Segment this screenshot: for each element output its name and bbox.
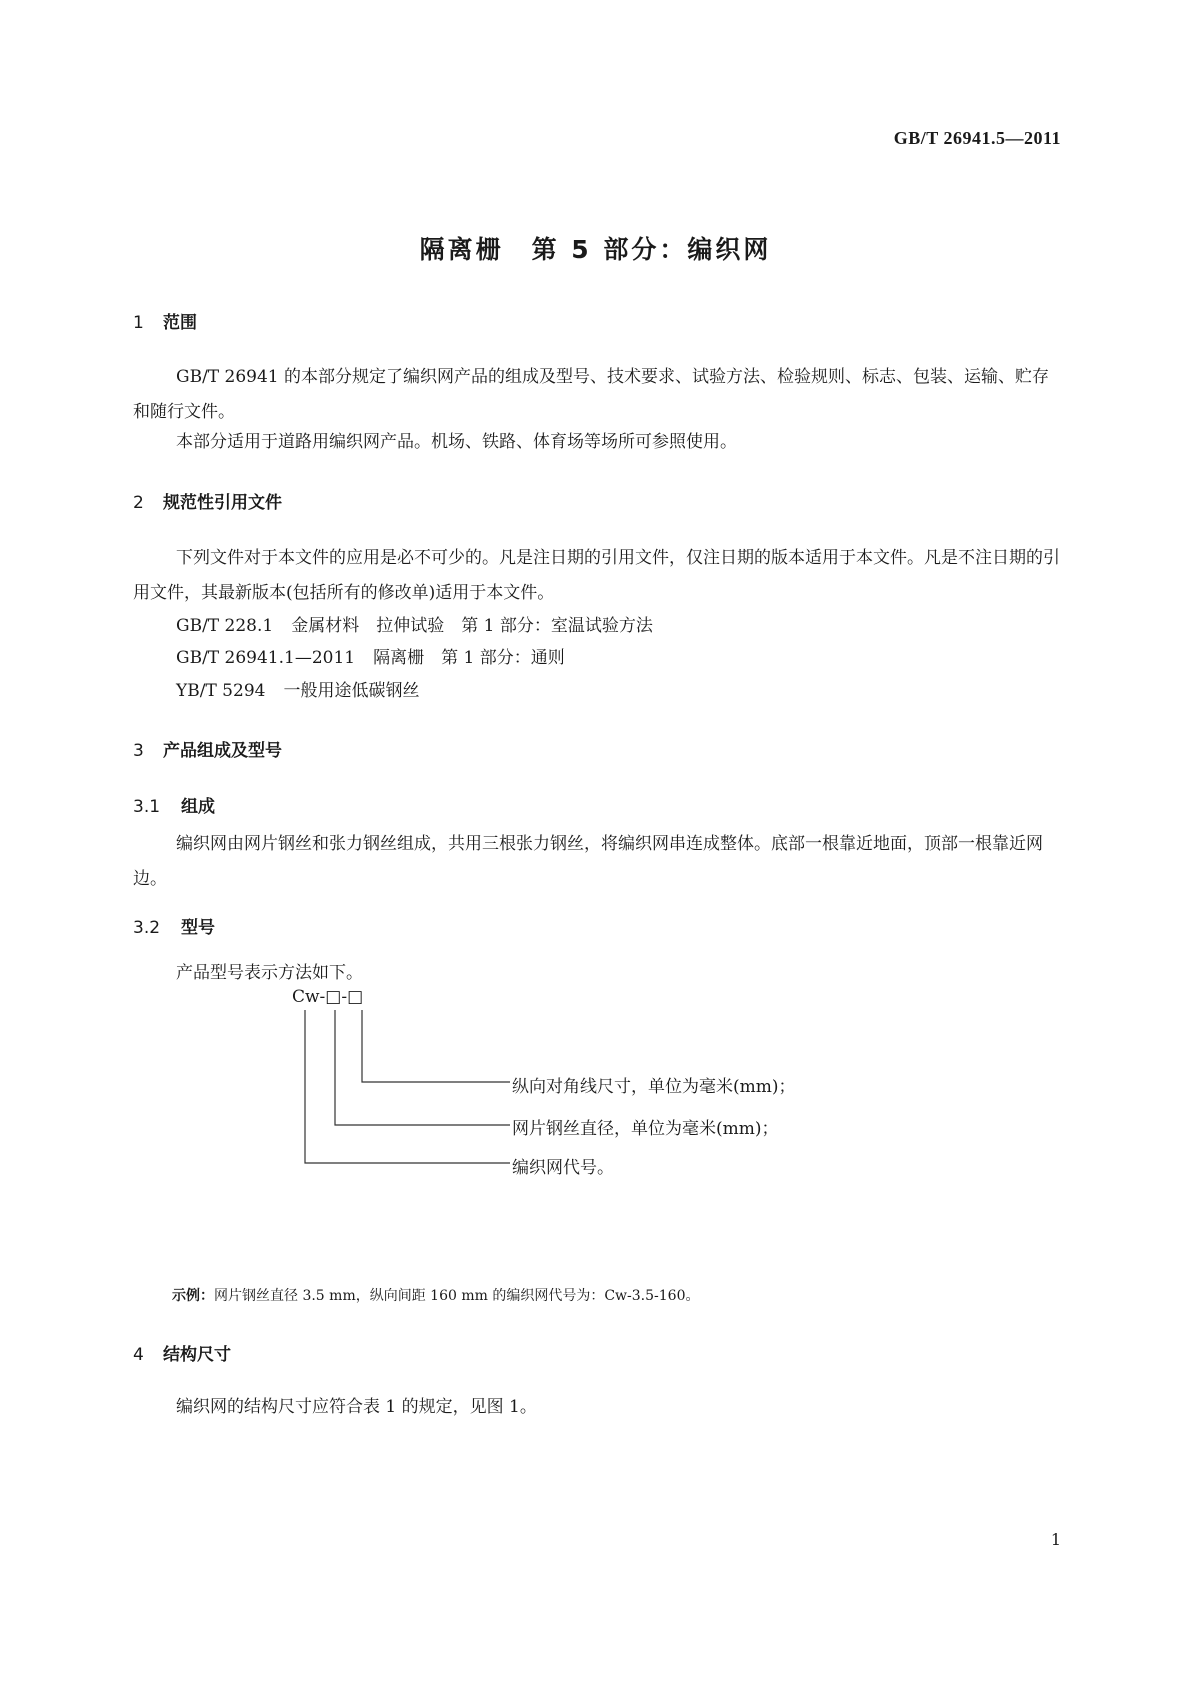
section-1-para-2: 本部分适用于道路用编织网产品。机场、铁路、体育场等场所可参照使用。 (176, 432, 737, 452)
example-text: 网片钢丝直径 3.5 mm，纵向间距 160 mm 的编织网代号为：Cw-3.5-160。 (214, 1288, 700, 1304)
reference-code: GB/T 26941.1—2011 (176, 648, 356, 668)
section-3-2-intro: 产品型号表示方法如下。 (176, 963, 363, 983)
section-4-para: 编织网的结构尺寸应符合表 1 的规定，见图 1。 (176, 1397, 537, 1417)
section-1-title: 范围 (163, 313, 197, 333)
section-3-2-title: 型号 (181, 918, 215, 938)
section-3-1-number: 3.1 (133, 797, 161, 817)
section-1-para-1: GB/T 26941 的本部分规定了编织网产品的组成及型号、技术要求、试验方法、检验规则、标志、包装、运输、贮存和随行文件。 (133, 367, 1050, 422)
reference-code: GB/T 228.1 (176, 616, 274, 636)
reference-title: 金属材料 拉伸试验 第 1 部分：室温试验方法 (291, 616, 653, 636)
section-4-title: 结构尺寸 (163, 1345, 231, 1365)
section-4-number: 4 (133, 1345, 144, 1365)
page-number: 1 (1050, 1530, 1061, 1549)
section-3-1-para: 编织网由网片钢丝和张力钢丝组成，共用三根张力钢丝，将编织网串连成整体。底部一根靠近地面，顶部一根靠近网边。 (133, 834, 1043, 889)
diagram-label-wire-diameter: 网片钢丝直径，单位为毫米(mm)； (512, 1119, 779, 1139)
section-1-number: 1 (133, 313, 144, 333)
section-2-title: 规范性引用文件 (163, 493, 282, 513)
section-3-1-title: 组成 (181, 797, 215, 817)
section-4-heading (133, 1340, 231, 1365)
reference-title: 一般用途低碳钢丝 (283, 681, 420, 701)
example-note (172, 1285, 699, 1305)
model-code: Cw-□-□ (292, 987, 364, 1007)
section-3-title: 产品组成及型号 (163, 741, 282, 761)
reference-code: YB/T 5294 (176, 681, 266, 701)
example-label: 示例： (172, 1288, 214, 1304)
diagram-label-diagonal: 纵向对角线尺寸，单位为毫米(mm)； (512, 1077, 796, 1097)
section-2-number: 2 (133, 493, 144, 513)
diagram-label-product-code: 编织网代号。 (512, 1158, 614, 1178)
section-3-2-number: 3.2 (133, 918, 161, 938)
page-title: 隔离栅 第 5 部分：编织网 (419, 235, 772, 264)
standard-number: GB/T 26941.5—2011 (893, 128, 1061, 148)
section-3-number: 3 (133, 741, 144, 761)
reference-title: 隔离栅 第 1 部分：通则 (373, 648, 565, 668)
section-2-para-1: 下列文件对于本文件的应用是必不可少的。凡是注日期的引用文件，仅注日期的版本适用于本文件。凡是不注日期的引用文件，其最新版本(包括所有的修改单)适用于本文件。 (133, 548, 1060, 603)
